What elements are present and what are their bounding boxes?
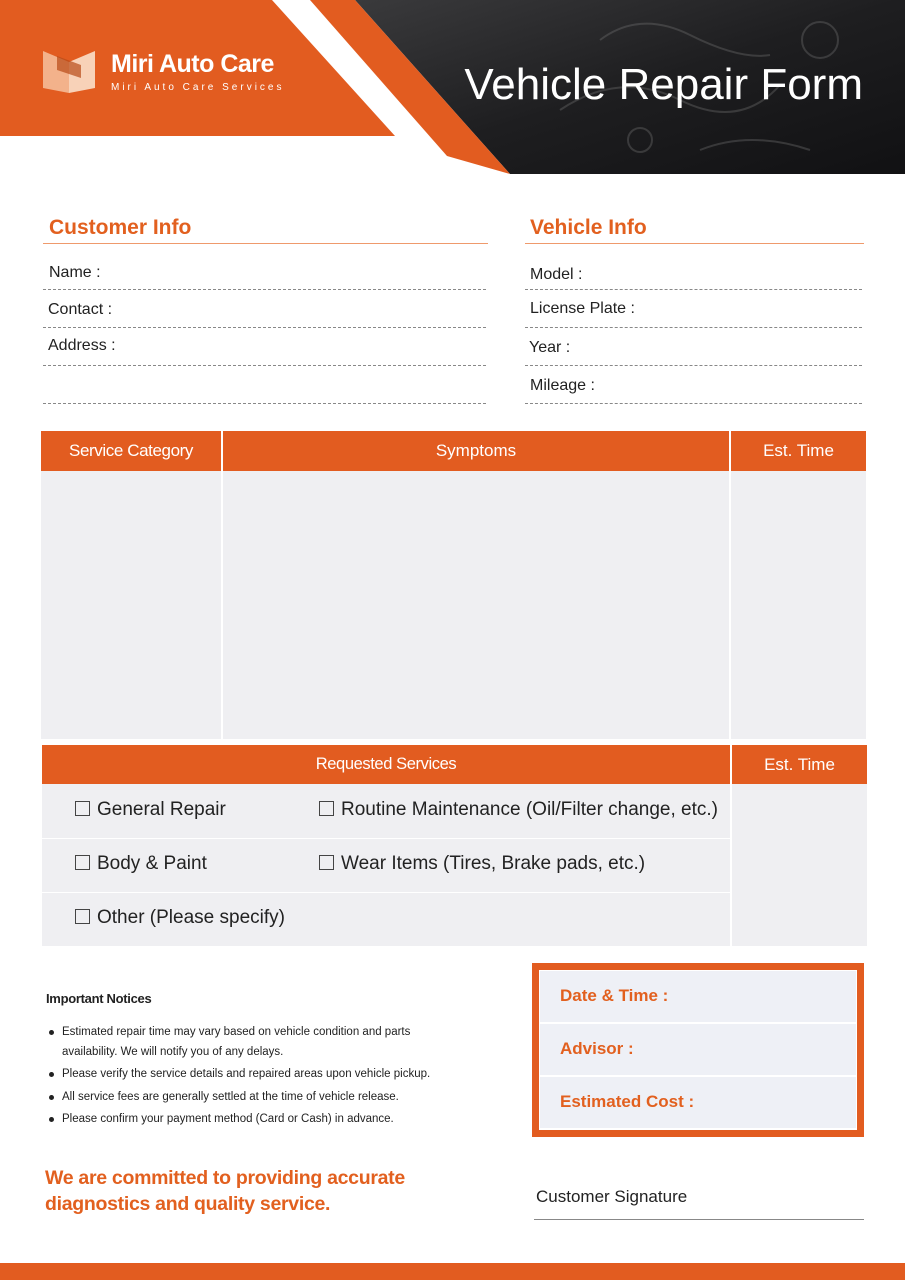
name-field[interactable] (43, 289, 486, 290)
est-time-header: Est. Time (731, 431, 866, 471)
year-field[interactable] (525, 365, 862, 366)
notice-item: Please confirm your payment method (Card or Cash) in advance. (48, 1110, 448, 1130)
notices-list (48, 1023, 448, 1133)
notices-title: Important Notices (46, 991, 152, 1006)
requested-est-time-header: Est. Time (732, 745, 867, 784)
commitment-statement: We are committed to providing accurate diagnostics and quality service. (45, 1167, 405, 1215)
checkbox[interactable] (319, 801, 334, 816)
checkbox[interactable] (75, 909, 90, 924)
service-category-cell[interactable] (41, 471, 221, 739)
signature-line[interactable] (534, 1219, 864, 1220)
mileage-label: Mileage : (530, 377, 595, 394)
requested-services-header: Requested Services (42, 745, 730, 784)
model-field[interactable] (525, 289, 862, 290)
checkbox[interactable] (75, 801, 90, 816)
brand-tagline: Miri Auto Care Services (111, 82, 285, 93)
wear-items-option[interactable]: Wear Items (Tires, Brake pads, etc.) (319, 853, 645, 875)
signature-label: Customer Signature (536, 1187, 688, 1206)
checkbox[interactable] (75, 855, 90, 870)
vehicle-info-title: Vehicle Info (530, 216, 647, 239)
customer-info-title: Customer Info (49, 216, 192, 239)
estimated-cost-field[interactable] (540, 1077, 856, 1128)
other-option[interactable]: Other (Please specify) (75, 907, 285, 929)
symptoms-cell[interactable] (223, 471, 729, 739)
requested-est-time-cell[interactable] (732, 784, 867, 946)
notice-item: All service fees are generally settled at the time of vehicle release. (48, 1088, 448, 1108)
customer-info-rule (43, 243, 488, 244)
advisor-field[interactable] (540, 1024, 856, 1075)
date-time-field[interactable] (540, 971, 856, 1022)
body-paint-option[interactable]: Body & Paint (75, 853, 207, 875)
notice-item: Please verify the service details and repaired areas upon vehicle pickup. (48, 1065, 448, 1085)
routine-maintenance-option[interactable]: Routine Maintenance (Oil/Filter change, etc.) (319, 799, 718, 821)
service-category-header: Service Category (41, 431, 221, 471)
vehicle-info-rule (525, 243, 864, 244)
general-repair-option[interactable]: General Repair (75, 799, 226, 821)
est-time-cell[interactable] (731, 471, 866, 739)
footer-bar (0, 1263, 905, 1280)
address-label: Address : (48, 337, 116, 354)
date-time-label: Date & Time : (560, 986, 669, 1005)
symptoms-header: Symptoms (223, 431, 729, 471)
brand-name: Miri Auto Care (111, 50, 274, 78)
notice-item: Estimated repair time may vary based on vehicle condition and parts availability. We will notify you of any delays. (48, 1023, 448, 1062)
name-label: Name : (49, 264, 101, 281)
address-field-line-2[interactable] (43, 403, 486, 404)
year-label: Year : (529, 339, 571, 356)
license-plate-label: License Plate : (530, 300, 635, 317)
checkbox[interactable] (319, 855, 334, 870)
contact-label: Contact : (48, 301, 113, 318)
mileage-field[interactable] (525, 403, 862, 404)
contact-field[interactable] (43, 327, 486, 328)
appointment-info-box (532, 963, 864, 1137)
form-title: Vehicle Repair Form (464, 60, 863, 109)
license-plate-field[interactable] (525, 327, 862, 328)
estimated-cost-label: Estimated Cost : (560, 1092, 695, 1111)
address-field-line-1[interactable] (43, 365, 486, 366)
advisor-label: Advisor : (560, 1039, 634, 1058)
model-label: Model : (530, 266, 583, 283)
